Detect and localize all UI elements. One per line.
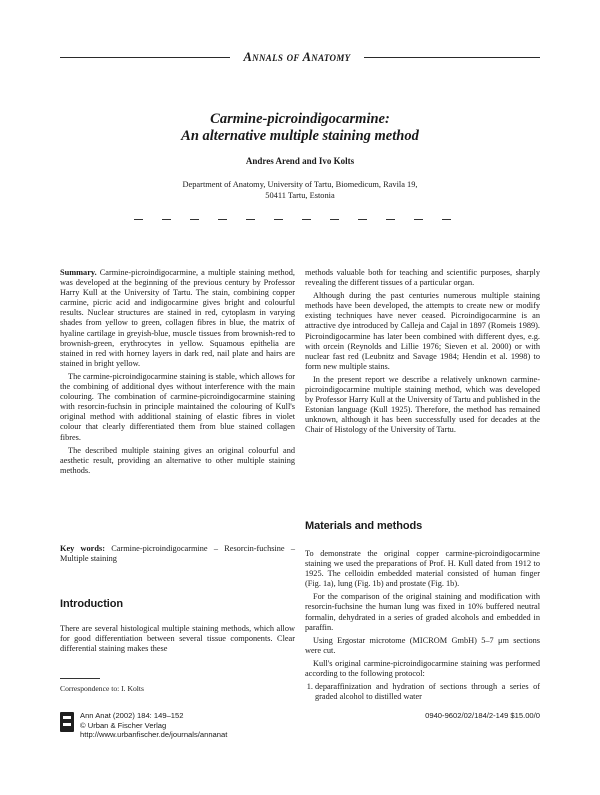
summary-lead: Summary.	[60, 268, 97, 277]
keywords-text: Carmine-picroindigocarmine – Resorcin-fuchsine – Multiple staining	[60, 544, 295, 564]
publisher-logo-icon	[60, 712, 74, 732]
methods-p2: For the comparison of the original staining and modification with resorcin-fuchsine the human lung was fixed in 10% buffered neutral formalin, dehydrated in a series of graded alcohols and embedded in paraffin.	[305, 592, 540, 632]
authors: Andres Arend and Ivo Kolts	[245, 156, 355, 166]
protocol-list	[305, 682, 540, 702]
methods-p1: To demonstrate the original copper carmine-picroindigocarmine staining we used the preparations of Prof. H. Kull dated from 1912 to 1925. The celloidin embedded material consisted of human finger (Fig. 1a), lung (Fig. 1b) and prostate (Fig. 1b).	[305, 549, 540, 589]
header-rule-right	[364, 57, 540, 58]
citation: Ann Anat (2002) 184: 149–152	[80, 711, 184, 720]
journal-name: Annals of Anatomy	[243, 50, 351, 64]
methods-p3: Using Ergostar microtome (MICROM GmbH) 5–7 μm sections were cut.	[305, 635, 540, 655]
summary-p1	[60, 268, 295, 369]
protocol-step-1: 1. deparaffinization and hydration of sections through a series of graded alcohol to distilled water	[315, 682, 540, 702]
methods-block	[305, 549, 540, 702]
introduction-heading: Introduction	[60, 598, 123, 610]
header-rule-left	[60, 57, 230, 58]
summary-p3: The described multiple staining gives an original colourful and aesthetic result, providing an alternative to other multiple staining methods.	[60, 445, 295, 475]
summary-p1-text: Carmine-picroindigocarmine, a multiple staining method, was developed at the beginning of the previous century by Professor Harry Kull at the University of Tartu. The stain, combining copper carmine, picric acid and indigocarmine gives bright and colourful results. Nuclear structures are stained in red, cytoplasm in varying shades from yellow to green, collagen fibres in blue, the matrix of hyaline cartilage in greyish-blue, muscle tissues from brownish-red to brownish-green, erythrocytes in yellow. Squamous epithelia are stained in red with horney layers in dark red, nail plate and hairs are stained in bright yellow.	[60, 268, 295, 368]
keywords-block	[60, 544, 295, 567]
issn-code: 0940-9602/02/184/2-149 $15.00/0	[425, 711, 540, 720]
introduction-p3: In the present report we describe a relatively unknown carmine-picroindigocarmine multiple staining method, which was developed by Professor Harry Kull at the University of Tartu and published in the Estonian language (Kull 1925). Therefore, the method has remained unknown, although it has been successfully used for decades at the Chair of Histology of the University of Tartu.	[305, 374, 540, 435]
introduction-p2: Although during the past centuries numerous multiple staining methods have been developed, the attempts to create new or modify existing techniques have never ceased. Picroindigocarmine is an attractive dye introduced by Calleja and Cajal in 1897 (Romeis 1989). Picroindigocarmine has later been combined with different dyes, e.g. with orcein (Reynolds and Lillie 1976; Sieven et al. 2000) or with nuclear fast red (Leubnitz and Savage 1984; Hendin et al. 1998) to form new multiple stains.	[305, 291, 540, 371]
footnote-rule	[60, 678, 100, 679]
article-title-line2: An alternative multiple staining method	[181, 128, 419, 144]
correspondence: Correspondence to: I. Kolts	[60, 684, 144, 693]
article-title-line1: Carmine-picroindigocarmine:	[210, 111, 390, 127]
affiliation-line1: Department of Anatomy, University of Tartu, Biomedicum, Ravila 19,	[182, 180, 418, 189]
affiliation-line2: 50411 Tartu, Estonia	[265, 190, 335, 200]
introduction-p1-cont: methods valuable both for teaching and scientific purposes, sharply revealing the different tissues of a particular organ.	[305, 268, 540, 288]
summary-p2: The carmine-picroindigocarmine staining is stable, which allows for the combining of additional dyes without interference with the main colouring. The combination of carmine-picroindigocarmine staining with resorcin-fuchsin in principle maintained the colouring of Kull's original method with additional staining of elastic fibres in violet colour that clearly differentiated them from blue stained collagen fibres.	[60, 371, 295, 442]
methods-heading: Materials and methods	[305, 520, 423, 532]
logo-bar-top	[63, 716, 71, 719]
introduction-p1-start: There are several histological multiple staining methods, which allow for good differentiation between several tissue components. Clear differential staining makes these	[60, 624, 295, 654]
methods-p4: Kull's original carmine-picroindigocarmine staining was performed according to the following protocol:	[305, 658, 540, 679]
affiliation	[150, 180, 450, 201]
keywords	[60, 544, 295, 564]
summary-block	[60, 268, 295, 479]
logo-bar-bottom	[63, 723, 71, 726]
introduction-continued	[305, 268, 540, 439]
introduction-start	[60, 624, 295, 657]
separator-dashes	[134, 219, 464, 220]
publisher: © Urban & Fischer Verlag	[80, 720, 167, 730]
keywords-lead: Key words:	[60, 544, 105, 553]
journal-url: http://www.urbanfischer.de/journals/annanat	[80, 730, 228, 740]
publication-info	[80, 711, 227, 740]
